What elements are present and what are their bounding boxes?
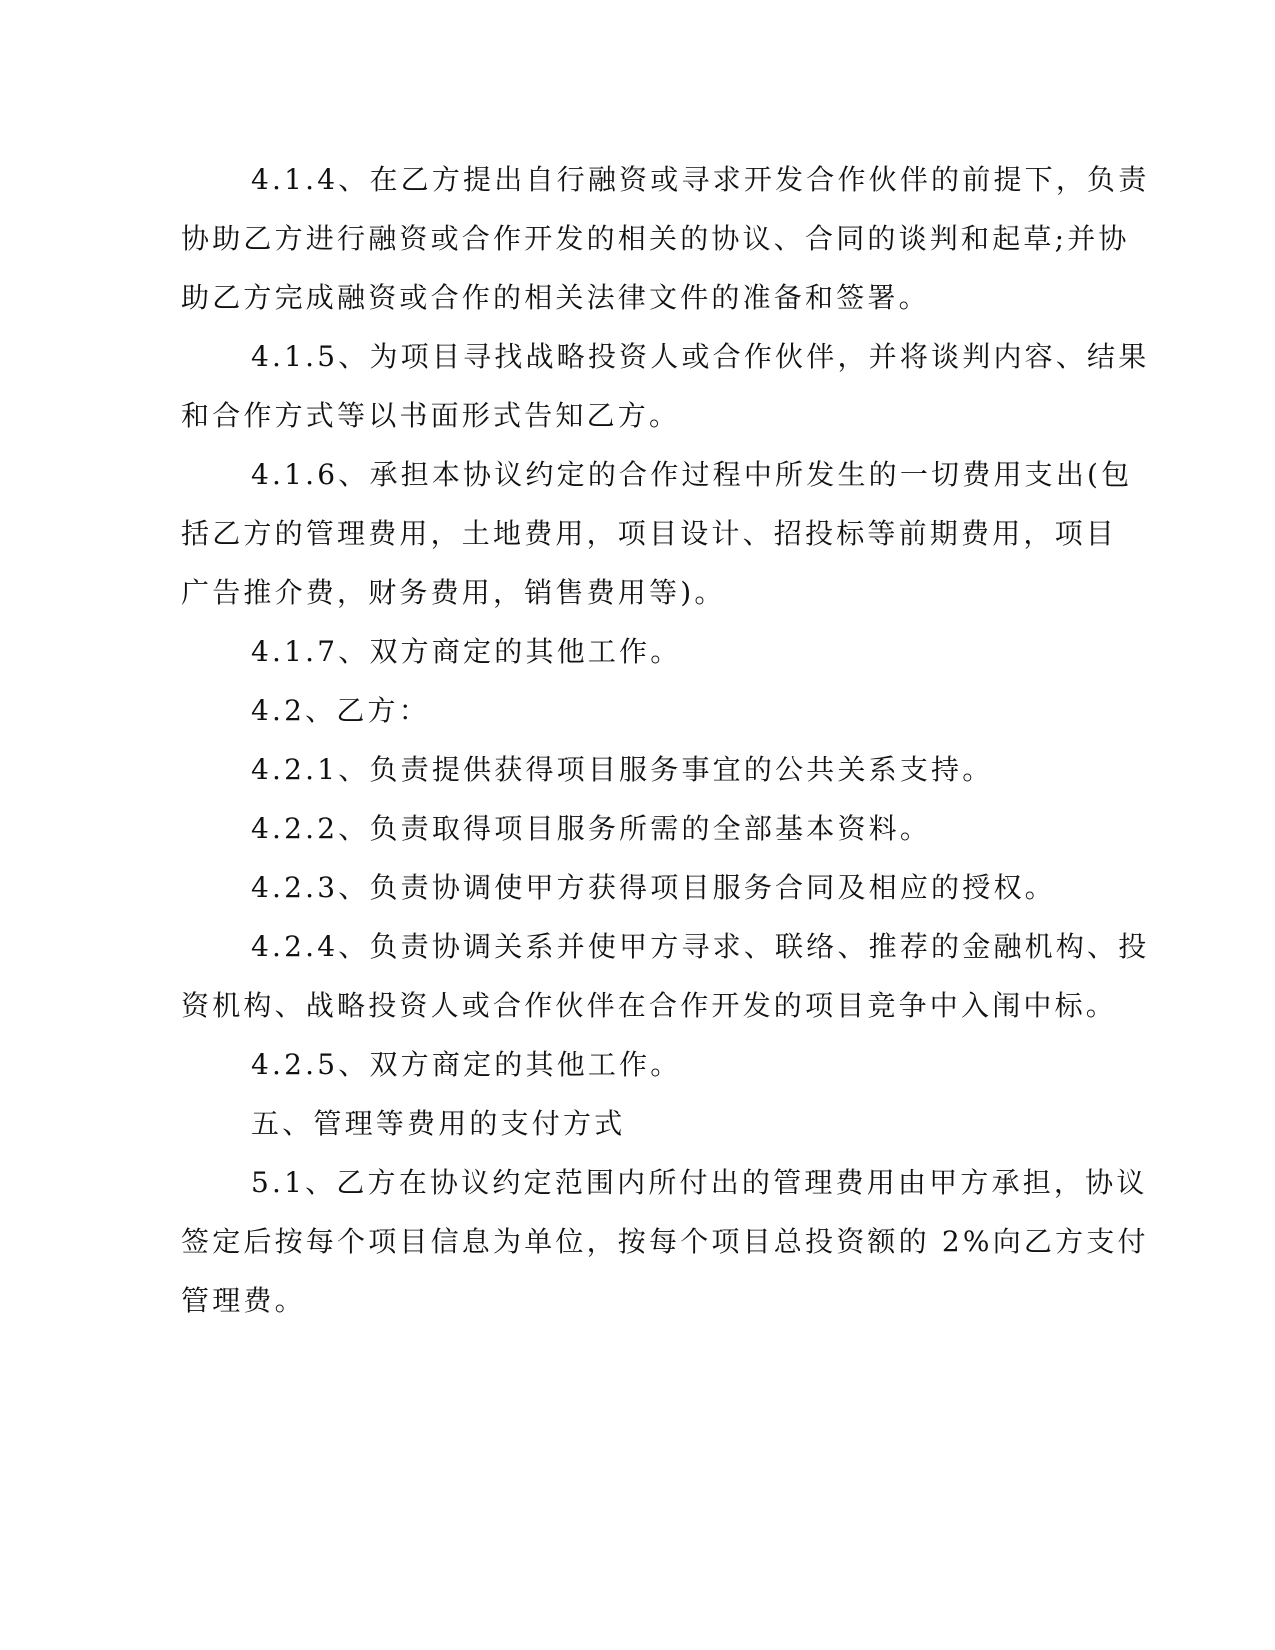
clause-4-2-3-line-1: 4.2.3、负责协调使甲方获得项目服务合同及相应的授权。 [251,871,1056,904]
clause-4-2-1-line-1: 4.2.1、负责提供获得项目服务事宜的公共关系支持。 [251,753,994,786]
clause-4-1-7 [181,622,1041,681]
clause-4-2-4 [181,917,1150,1035]
clause-4-1-4-line-2: 协助乙方进行融资或合作开发的相关的协议、合同的谈判和起草;并协 [181,222,1130,255]
clause-4-1-6-line-1: 4.1.6、承担本协议约定的合作过程中所发生的一切费用支出(包 [251,458,1133,491]
section-5-heading-line-1: 五、管理等费用的支付方式 [251,1107,626,1140]
clause-4-1-6-line-2: 括乙方的管理费用，土地费用，项目设计、招投标等前期费用，项目 [181,517,1118,550]
clause-4-1-7-line-1: 4.1.7、双方商定的其他工作。 [251,635,682,668]
clause-4-2-5 [181,1035,1041,1094]
clause-5-1-line-3: 管理费。 [181,1284,306,1317]
clause-4-1-5 [181,327,1150,445]
clause-4-2-5-line-1: 4.2.5、双方商定的其他工作。 [251,1048,682,1081]
clause-4-2-line-1: 4.2、乙方： [251,694,430,727]
clause-4-2-2-line-1: 4.2.2、负责取得项目服务所需的全部基本资料。 [251,812,932,845]
clause-4-2-1 [181,740,1041,799]
clause-5-1-line-2: 签定后按每个项目信息为单位，按每个项目总投资额的 2%向乙方支付 [181,1225,1149,1258]
clause-4-2-4-line-1: 4.2.4、负责协调关系并使甲方寻求、联络、推荐的金融机构、投 [251,930,1150,963]
clause-4-2-2 [181,799,1041,858]
clause-5-1-line-1: 5.1、乙方在协议约定范围内所付出的管理费用由甲方承担，协议 [251,1166,1148,1199]
clause-4-1-5-line-2: 和合作方式等以书面形式告知乙方。 [181,399,681,432]
clause-5-1 [181,1153,1149,1330]
document-body [181,150,1150,1330]
clause-4-2-heading [181,681,1041,740]
clause-4-2-4-line-2: 资机构、战略投资人或合作伙伴在合作开发的项目竞争中入闱中标。 [181,989,1118,1022]
clause-4-1-4 [181,150,1150,327]
clause-4-1-4-line-3: 助乙方完成融资或合作的相关法律文件的准备和签署。 [181,281,930,314]
clause-4-2-3 [181,858,1056,917]
clause-4-1-6 [181,445,1133,622]
clause-4-1-4-line-1: 4.1.4、在乙方提出自行融资或寻求开发合作伙伴的前提下，负责 [251,163,1150,196]
clause-4-1-6-line-3: 广告推介费，财务费用，销售费用等)。 [181,576,726,609]
section-5-heading [181,1094,1041,1153]
clause-4-1-5-line-1: 4.1.5、为项目寻找战略投资人或合作伙伴，并将谈判内容、结果 [251,340,1150,373]
